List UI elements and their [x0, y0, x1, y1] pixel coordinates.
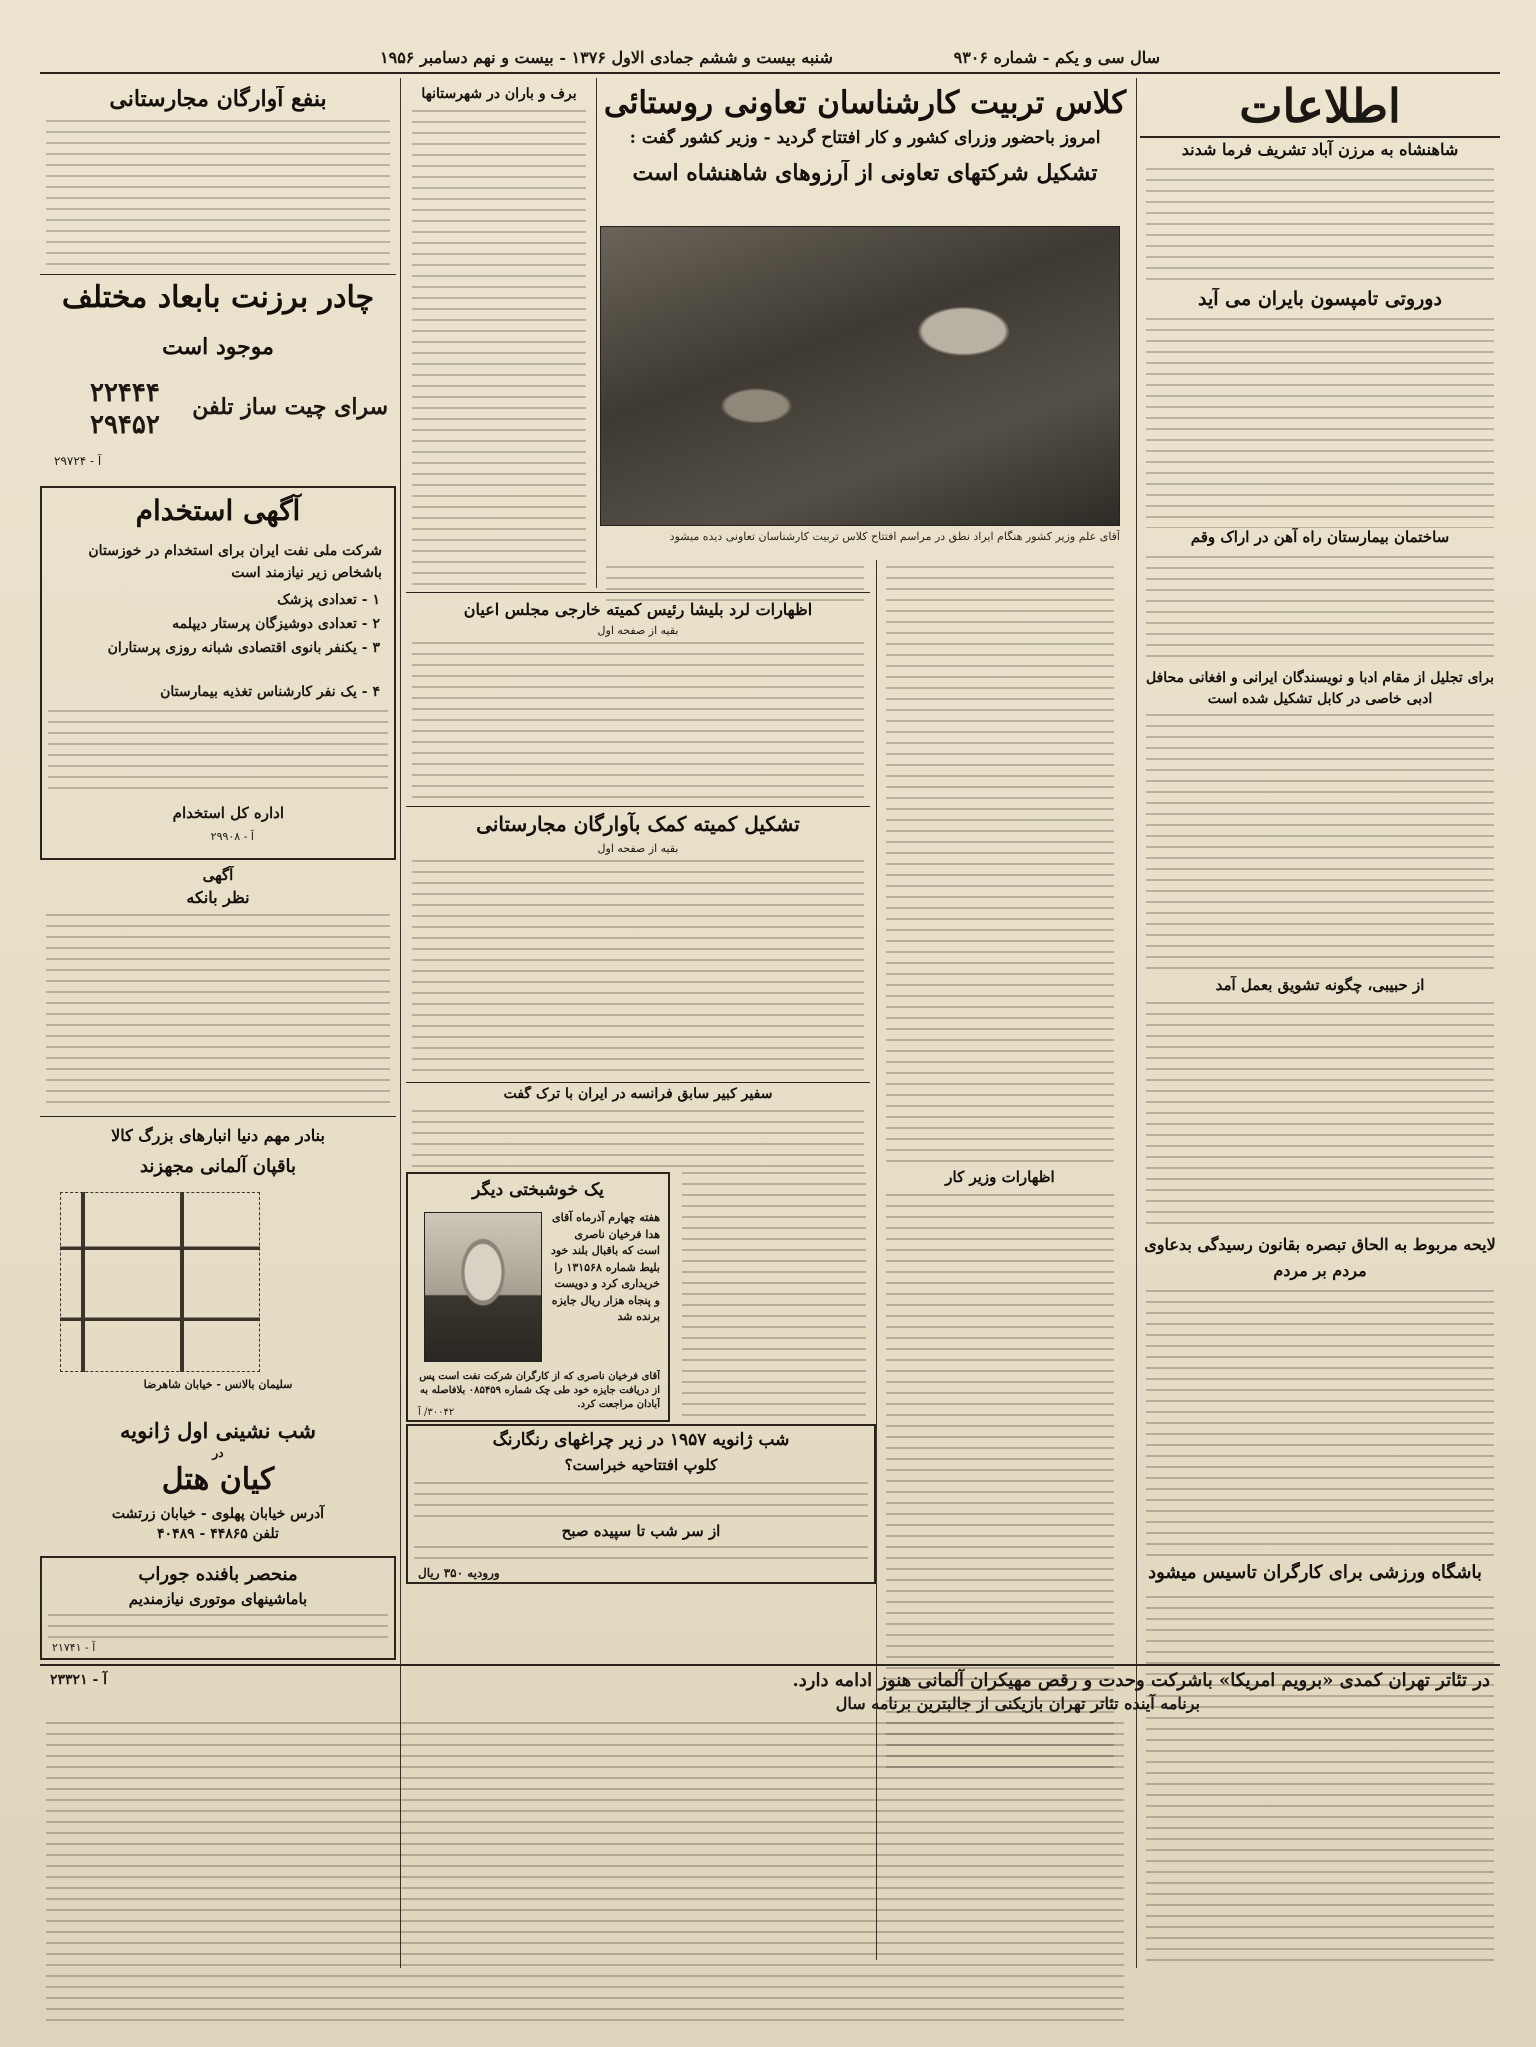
newyear-sub2: از سر شب تا سپیده صبح [561, 1522, 721, 1540]
tent-headline: چادر برزنت بابعاد مختلف [61, 280, 375, 315]
newyear-sub: کلوپ افتتاحیه خبراست؟ [564, 1456, 718, 1474]
notice-sub: نظر بانکه [186, 888, 250, 907]
ceremony-photo [600, 226, 1120, 526]
machine-sub: باقپان آلمانی مجهزند [139, 1156, 297, 1177]
hiring-title: آگهی استخدام [135, 494, 301, 527]
lloyd-headline: اظهارات لرد بلیشا رئیس کمیته خارجی مجلس اعیان [463, 600, 813, 619]
party-in: در [212, 1446, 224, 1460]
hiring-item-3: ۳ - یکنفر بانوی اقتصادی شبانه روزی پرستاران [107, 640, 380, 656]
lottery-code: ۳۰۰۴۲/ آ [418, 1407, 455, 1418]
club-headline: باشگاه ورزشی برای کارگران تاسیس میشود [1148, 1562, 1482, 1583]
tent-code: آ - ۲۹۷۲۴ [54, 454, 102, 468]
aid-kicker: بقیه از صفحه اول [597, 842, 679, 855]
dorothy-headline: دوروتی تامپسون بایران می آید [1198, 288, 1442, 310]
hospital-headline: ساختمان بیمارستان راه آهن در اراک وقم [1190, 528, 1450, 546]
main-deck: تشکیل شرکتهای تعاونی از آرزوهای شاهنشاه است [632, 160, 1098, 186]
scale-ad [40, 1122, 396, 1408]
machine-footer: سلیمان بالانس - خیابان شاهرضا [143, 1378, 293, 1391]
afghan-headline: برای تجلیل از مقام ادبا و نویسندگان ایرانی و افغانی محافل ادبی خاصی در کابل تشکیل شده است [1145, 670, 1495, 707]
main-headline: کلاس تربیت کارشناسان تعاونی روستائی [603, 85, 1127, 121]
tent-sub: موجود است [162, 334, 274, 360]
party-address: آدرس خیابان پهلوی - خیابان زرتشت [111, 1506, 325, 1522]
knitting-ad [40, 1556, 396, 1660]
scale-illustration [60, 1192, 260, 1372]
logo-text: اطلاعات [1239, 79, 1401, 133]
aid-headline: تشکیل کمیته کمک بآوارگان مجارستانی [476, 812, 800, 836]
sub-headline: امروز باحضور وزرای کشور و کار افتتاح گردید - وزیر کشور گفت : [629, 128, 1101, 148]
machine-title: بنادر مهم دنیا انبارهای بزرگ کالا [111, 1126, 325, 1145]
banner-code: آ - ۲۳۳۲۱ [50, 1672, 108, 1688]
lawsuits-headline: لایحه مربوط به الحاق تبصره بقانون رسیدگی بدعاوی مردم بر مردم [1144, 1235, 1496, 1280]
hiring-code: آ - ۲۹۹۰۸ [210, 830, 254, 843]
tent-shop: سرای چیت ساز تلفن [192, 394, 388, 420]
knit-sub: باماشینهای موتوری نیازمندیم [128, 1590, 308, 1608]
rain-headline: برف و باران در شهرستانها [421, 86, 577, 102]
masthead-logo [1140, 78, 1500, 134]
photo-caption: آقای علم وزیر کشور هنگام ایراد نطق در مراسم افتتاح کلاس تربیت کارشناسان تعاونی دیده میشود [669, 530, 1120, 543]
banner-line-2: برنامه آینده تئاتر تهران بازیکنی از جالبترین برنامه سال [835, 1694, 1200, 1713]
newyear-ad [406, 1424, 876, 1584]
hiring-item-4: ۴ - یک نفر کارشناس تغذیه بیمارستان [160, 684, 380, 700]
bottom-banner [40, 1668, 1500, 1716]
issue-number: سال سی و یکم - شماره ۹۳۰۶ [953, 47, 1160, 67]
banner-line-1: در تئاتر تهران کمدی «برویم امریکا» باشرکت وحدت و رقص مهیکران آلمانی هنوز ادامه دارد. [792, 1670, 1490, 1691]
party-title: شب نشینی اول ژانویه [120, 1418, 316, 1443]
lottery-footer: آقای فرخیان ناصری که از کارگران شرکت نفت است پس از دریافت جایزه خود طی چک شماره ۰۸۵۴۵۹ بلافاصله به آبادان مراجعت کرد. [419, 1371, 660, 1410]
newyear-headline: شب ژانویه ۱۹۵۷ در زیر چراغهای رنگارنگ [492, 1430, 790, 1450]
tent-phone-1: ۲۲۴۴۴ [90, 378, 160, 408]
lottery-box [406, 1172, 670, 1422]
hiring-intro: شرکت ملی نفت ایران برای استخدام در خوزستان باشخاص زیر نیازمند است [88, 543, 382, 582]
knit-code: آ - ۲۱۷۴۱ [52, 1641, 96, 1654]
shah-headline: شاهنشاه به مرزن آباد تشریف فرما شدند [1181, 140, 1459, 159]
hiring-item-2: ۲ - تعدادی دوشیزگان پرستار دیپلمه [172, 616, 380, 632]
newyear-footer: ورودیه ۳۵۰ ریال [418, 1566, 500, 1580]
ambassador-headline: سفیر کبیر سابق فرانسه در ایران با ترک گفت [503, 1086, 773, 1102]
lottery-text: هفته چهارم آذرماه آقای هدا فرخیان ناصری است که باقبال بلند خود بلیط شماره ۱۳۱۵۶۸ را خریداری کرد و دویست و پنجاه هزار ریال جایزه برنده شد [550, 1211, 660, 1323]
party-ad [40, 1414, 396, 1552]
tent-phone-2: ۲۹۴۵۲ [90, 410, 160, 440]
party-phone: تلفن ۴۴۸۶۵ - ۴۰۴۸۹ [157, 1526, 279, 1542]
tent-ad [40, 280, 396, 480]
issue-date: شنبه بیست و ششم جمادی الاول ۱۳۷۶ - بیست و نهم دسامبر ۱۹۵۶ [380, 47, 833, 67]
hiring-item-1: ۱ - تعدادی پزشک [277, 592, 380, 608]
lloyd-kicker: بقیه از صفحه اول [597, 624, 679, 637]
notice-title: آگهی [202, 866, 234, 884]
hiring-ad [40, 486, 396, 860]
hungary-headline: بنفع آوارگان مجارستانی [109, 86, 327, 112]
winner-portrait [424, 1212, 542, 1362]
party-hotel: کیان هتل [161, 1462, 275, 1497]
sport-headline: از حبیبی، چگونه تشویق بعمل آمد [1215, 976, 1425, 994]
dateline [380, 44, 1160, 70]
lottery-title: یک خوشبختی دیگر [472, 1180, 604, 1200]
labor-minister-headline: اظهارات وزیر کار [945, 1168, 1055, 1186]
knit-title: منحصر بافنده جوراب [138, 1564, 298, 1585]
hiring-footer: اداره کل استخدام [172, 804, 284, 822]
